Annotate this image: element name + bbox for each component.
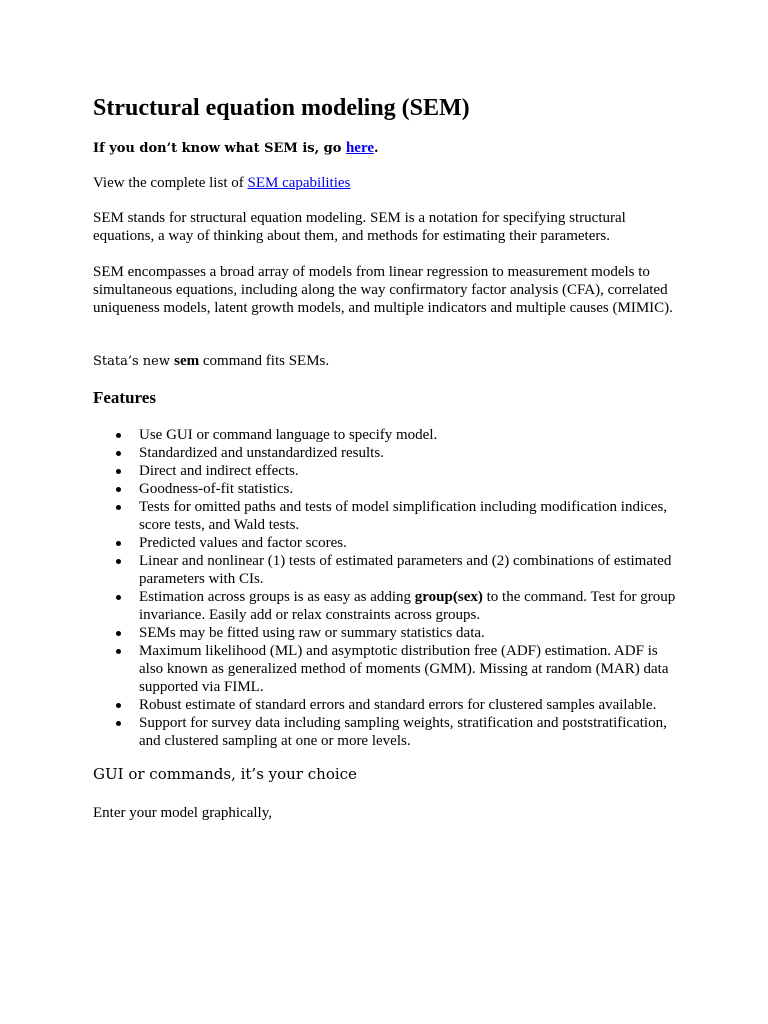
bullet-icon [116,649,121,654]
feature-item [93,642,683,696]
feature-item [93,552,683,588]
feature-text: Direct and indirect effects. [139,463,299,479]
feature-text: Use GUI or command language to specify model. [139,427,438,443]
feature-item [93,426,683,444]
bullet-icon [116,631,121,636]
paragraph-sem-definition: SEM stands for structural equation modeling. SEM is a notation for specifying structural equations, a way of thinking about them, and methods for estimating their parameters. [93,210,626,244]
bullet-icon [116,541,121,546]
feature-text: Maximum likelihood (ML) and asymptotic distribution free (ADF) estimation. ADF is also known as generalized method of moments (GMM). Missing at random (MAR) data supported via FIML. [139,643,669,695]
feature-text: Linear and nonlinear (1) tests of estimated parameters and (2) combinations of estimated parameters with CIs. [139,553,672,587]
feature-item [93,624,683,642]
view-list-line [93,174,683,192]
sem-command: sem [174,353,200,369]
feature-text: SEMs may be fitted using raw or summary statistics data. [139,625,485,641]
bullet-icon [116,703,121,708]
features-heading: Features [93,388,156,407]
page-title: Structural equation modeling (SEM) [93,95,470,121]
feature-item [93,534,683,552]
feature-item [93,498,683,534]
document-page [93,94,683,821]
feature-text: Tests for omitted paths and tests of model simplification including modification indices, score tests, and Wald tests. [139,499,668,533]
here-link[interactable]: here [345,140,374,156]
feature-item [93,696,683,714]
feature-item [93,588,683,624]
bullet-icon [116,595,121,600]
feature-item [93,714,683,750]
intro-line [93,139,379,158]
gui-commands-heading: GUI or commands, it’s your choice [93,765,357,783]
feature-text-suffix: to the command. Test for group invariance. Easily add or relax constraints across groups. [139,589,676,623]
bullet-icon [116,469,121,474]
sem-capabilities-link[interactable]: SEM capabilities [247,175,351,191]
feature-item [93,462,683,480]
bullet-icon [116,721,121,726]
stata-prefix: Stata’s new [93,354,175,369]
feature-text-prefix: Estimation across groups is as easy as adding [139,589,415,605]
feature-text: Robust estimate of standard errors and standard errors for clustered samples available. [139,697,657,713]
bullet-icon [116,451,121,456]
feature-text: Standardized and unstandardized results. [139,445,384,461]
bullet-icon [116,505,121,510]
feature-text: Predicted values and factor scores. [139,535,347,551]
feature-item [93,480,683,498]
feature-item [93,444,683,462]
enter-model-line: Enter your model graphically, [93,805,272,821]
feature-code-bold: group(sex) [414,589,483,605]
bullet-icon [116,433,121,438]
bullet-icon [116,487,121,492]
view-list-prefix: View the complete list of [93,175,248,191]
stata-suffix: command fits SEMs. [199,353,330,369]
bullet-icon [116,559,121,564]
paragraph-sem-models: SEM encompasses a broad array of models from linear regression to measurement models to simultaneous equations, including along the way confirmatory factor analysis (CFA), correlated uniqueness models, latent growth models, and multiple indicators and multiple causes (MIMIC). [93,264,673,316]
intro-suffix: . [373,141,379,156]
intro-prefix: If you don’t know what SEM is, go [93,141,346,156]
stata-sem-line [93,352,683,371]
features-list [93,426,683,750]
feature-text: Support for survey data including sampling weights, stratification and poststratification, and clustered sampling at one or more levels. [139,715,667,749]
feature-text: Goodness-of-fit statistics. [139,481,294,497]
